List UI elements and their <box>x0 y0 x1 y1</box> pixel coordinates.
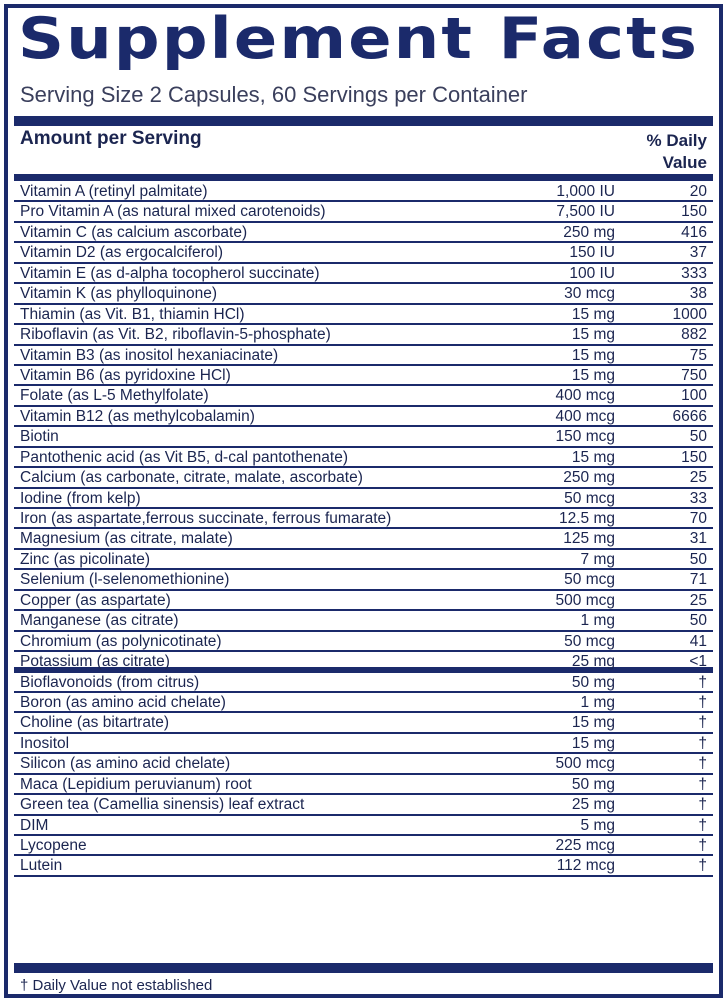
ingredient-amount: 500 mcg <box>555 591 615 609</box>
table-row <box>14 856 713 876</box>
ingredient-daily-value: † <box>698 775 707 793</box>
ingredient-amount: 50 mg <box>571 673 615 691</box>
ingredient-name: Pro Vitamin A (as natural mixed carotenoids) <box>20 203 326 221</box>
header-divider-top <box>14 116 713 126</box>
ingredient-name: Silicon (as amino acid chelate) <box>20 755 231 773</box>
ingredient-daily-value: <1 <box>689 653 707 671</box>
ingredient-daily-value: 50 <box>689 550 707 568</box>
ingredient-name: Manganese (as citrate) <box>20 612 179 630</box>
ingredient-amount: 15 mg <box>571 326 615 344</box>
ingredient-daily-value: 1000 <box>672 305 707 323</box>
table-row <box>14 448 713 468</box>
ingredient-amount: 50 mcg <box>564 571 615 589</box>
ingredient-amount: 30 mcg <box>564 285 615 303</box>
ingredient-daily-value: † <box>698 734 707 752</box>
ingredient-amount: 50 mg <box>571 775 615 793</box>
amount-per-serving-header: Amount per Serving <box>20 128 202 149</box>
ingredient-amount: 7,500 IU <box>556 203 615 221</box>
ingredients-table <box>14 182 713 877</box>
table-row <box>14 693 713 713</box>
ingredient-amount: 225 mcg <box>555 837 615 854</box>
ingredient-daily-value: 20 <box>689 183 707 200</box>
ingredient-name: Choline (as bitartrate) <box>20 714 170 732</box>
ingredient-amount: 400 mcg <box>555 387 615 405</box>
ingredient-name: Vitamin A (retinyl palmitate) <box>20 183 208 200</box>
ingredient-amount: 100 IU <box>569 264 615 282</box>
ingredient-daily-value: 416 <box>681 223 707 241</box>
ingredient-name: Vitamin D2 (as ergocalciferol) <box>20 244 224 262</box>
ingredient-name: Riboflavin (as Vit. B2, riboflavin-5-phosphate) <box>20 326 331 344</box>
ingredient-amount: 1 mg <box>580 693 615 711</box>
ingredient-daily-value: 41 <box>689 632 707 650</box>
daily-value-header <box>647 130 707 174</box>
ingredient-daily-value: † <box>698 714 707 732</box>
table-row <box>14 550 713 570</box>
ingredient-name: Potassium (as citrate) <box>20 653 170 671</box>
ingredient-daily-value: † <box>698 837 707 854</box>
ingredient-name: Zinc (as picolinate) <box>20 550 151 568</box>
ingredient-name: Chromium (as polynicotinate) <box>20 632 222 650</box>
ingredient-amount: 15 mg <box>571 305 615 323</box>
table-row <box>14 468 713 488</box>
ingredient-amount: 25 mg <box>571 796 615 814</box>
table-row <box>14 305 713 325</box>
ingredient-daily-value: † <box>698 816 707 834</box>
table-row <box>14 611 713 631</box>
ingredient-name: Calcium (as carbonate, citrate, malate, ascorbate) <box>20 469 363 487</box>
ingredient-name: Bioflavonoids (from citrus) <box>20 673 200 691</box>
table-row <box>14 795 713 815</box>
table-row <box>14 427 713 447</box>
ingredient-name: Biotin <box>20 428 59 446</box>
ingredient-daily-value: 6666 <box>672 407 707 425</box>
table-row <box>14 386 713 406</box>
ingredient-amount: 7 mg <box>580 550 615 568</box>
ingredient-name: Inositol <box>20 734 70 752</box>
ingredient-daily-value: 100 <box>681 387 707 405</box>
ingredient-daily-value: 71 <box>689 571 707 589</box>
ingredient-amount: 50 mcg <box>564 489 615 507</box>
ingredient-name: Green tea (Camellia sinensis) leaf extract <box>20 796 305 814</box>
ingredient-name: Copper (as aspartate) <box>20 591 171 609</box>
table-row <box>14 570 713 590</box>
ingredient-name: Thiamin (as Vit. B1, thiamin HCl) <box>20 305 245 323</box>
ingredient-daily-value: 150 <box>681 448 707 466</box>
ingredient-amount: 1,000 IU <box>556 183 615 200</box>
ingredient-amount: 15 mg <box>571 734 615 752</box>
ingredient-daily-value: 750 <box>681 366 707 384</box>
table-row <box>14 489 713 509</box>
ingredient-name: DIM <box>20 816 49 834</box>
ingredient-name: Vitamin K (as phylloquinone) <box>20 285 218 303</box>
table-row <box>14 816 713 836</box>
ingredient-amount: 25 mg <box>571 653 615 671</box>
ingredient-daily-value: 882 <box>681 326 707 344</box>
ingredient-daily-value: † <box>698 796 707 814</box>
ingredient-amount: 250 mg <box>563 469 615 487</box>
ingredient-daily-value: 70 <box>689 510 707 527</box>
ingredient-daily-value: 37 <box>689 244 707 262</box>
ingredient-amount: 500 mcg <box>555 755 615 773</box>
page-title: Supplement Facts <box>18 6 700 72</box>
ingredient-amount: 12.5 mg <box>558 510 615 527</box>
ingredient-daily-value: 31 <box>689 530 707 548</box>
table-row <box>14 713 713 733</box>
table-row <box>14 836 713 856</box>
table-row <box>14 325 713 345</box>
ingredient-daily-value: 33 <box>689 489 707 507</box>
ingredient-daily-value: 75 <box>689 346 707 364</box>
ingredient-amount: 50 mcg <box>564 632 615 650</box>
ingredient-daily-value: 25 <box>689 469 707 487</box>
table-row <box>14 775 713 795</box>
ingredient-name: Vitamin E (as d-alpha tocopherol succinate) <box>20 264 320 282</box>
daily-value-header-line2: Value <box>662 153 707 172</box>
table-row <box>14 529 713 549</box>
serving-size: Serving Size 2 Capsules, 60 Servings per Container <box>20 82 528 107</box>
ingredient-name: Vitamin B3 (as inositol hexaniacinate) <box>20 346 279 364</box>
ingredient-name: Maca (Lepidium peruvianum) root <box>20 775 252 793</box>
ingredient-daily-value: 25 <box>689 591 707 609</box>
table-row <box>14 202 713 222</box>
footnote: † Daily Value not established <box>20 977 213 994</box>
ingredient-daily-value: 50 <box>689 428 707 446</box>
ingredient-amount: 250 mg <box>563 223 615 241</box>
ingredient-daily-value: 38 <box>689 285 707 303</box>
table-row <box>14 509 713 529</box>
ingredient-daily-value: 333 <box>681 264 707 282</box>
ingredient-daily-value: 50 <box>689 612 707 630</box>
daily-value-header-line1: % Daily <box>646 131 707 150</box>
ingredient-daily-value: † <box>698 673 707 691</box>
header-divider-bottom <box>14 174 713 181</box>
ingredient-daily-value: † <box>698 693 707 711</box>
ingredient-name: Selenium (l-selenomethionine) <box>20 571 230 589</box>
ingredient-amount: 125 mg <box>563 530 615 548</box>
table-row <box>14 182 713 202</box>
ingredient-name: Lutein <box>20 857 63 875</box>
ingredient-name: Pantothenic acid (as Vit B5, d-cal pantothenate) <box>20 448 349 466</box>
ingredient-name: Vitamin B6 (as pyridoxine HCl) <box>20 366 231 384</box>
ingredient-daily-value: 150 <box>681 203 707 221</box>
footer-divider <box>14 963 713 973</box>
ingredient-daily-value: † <box>698 755 707 773</box>
table-row <box>14 632 713 652</box>
ingredient-name: Iron (as aspartate,ferrous succinate, ferrous fumarate) <box>20 510 392 527</box>
ingredient-amount: 5 mg <box>580 816 615 834</box>
ingredient-amount: 150 mcg <box>555 428 615 446</box>
table-row <box>14 284 713 304</box>
table-row <box>14 243 713 263</box>
ingredient-amount: 400 mcg <box>555 407 615 425</box>
ingredient-amount: 1 mg <box>580 612 615 630</box>
table-row <box>14 591 713 611</box>
table-row <box>14 346 713 366</box>
ingredient-daily-value: † <box>698 857 707 875</box>
supplement-facts-panel <box>4 4 723 998</box>
ingredient-amount: 15 mg <box>571 366 615 384</box>
table-row <box>14 673 713 693</box>
table-row <box>14 223 713 243</box>
ingredient-amount: 15 mg <box>571 714 615 732</box>
table-row <box>14 734 713 754</box>
ingredient-amount: 15 mg <box>571 448 615 466</box>
ingredient-name: Magnesium (as citrate, malate) <box>20 530 233 548</box>
ingredient-amount: 112 mcg <box>556 857 615 875</box>
ingredient-amount: 15 mg <box>571 346 615 364</box>
ingredient-name: Vitamin B12 (as methylcobalamin) <box>20 407 255 425</box>
ingredient-name: Boron (as amino acid chelate) <box>20 693 226 711</box>
ingredient-name: Lycopene <box>20 837 87 854</box>
ingredient-name: Folate (as L-5 Methylfolate) <box>20 387 209 405</box>
ingredient-amount: 150 IU <box>569 244 615 262</box>
ingredient-name: Iodine (from kelp) <box>20 489 141 507</box>
table-row <box>14 754 713 774</box>
table-row <box>14 652 713 672</box>
table-row <box>14 407 713 427</box>
table-row <box>14 264 713 284</box>
table-row <box>14 366 713 386</box>
ingredient-name: Vitamin C (as calcium ascorbate) <box>20 223 248 241</box>
